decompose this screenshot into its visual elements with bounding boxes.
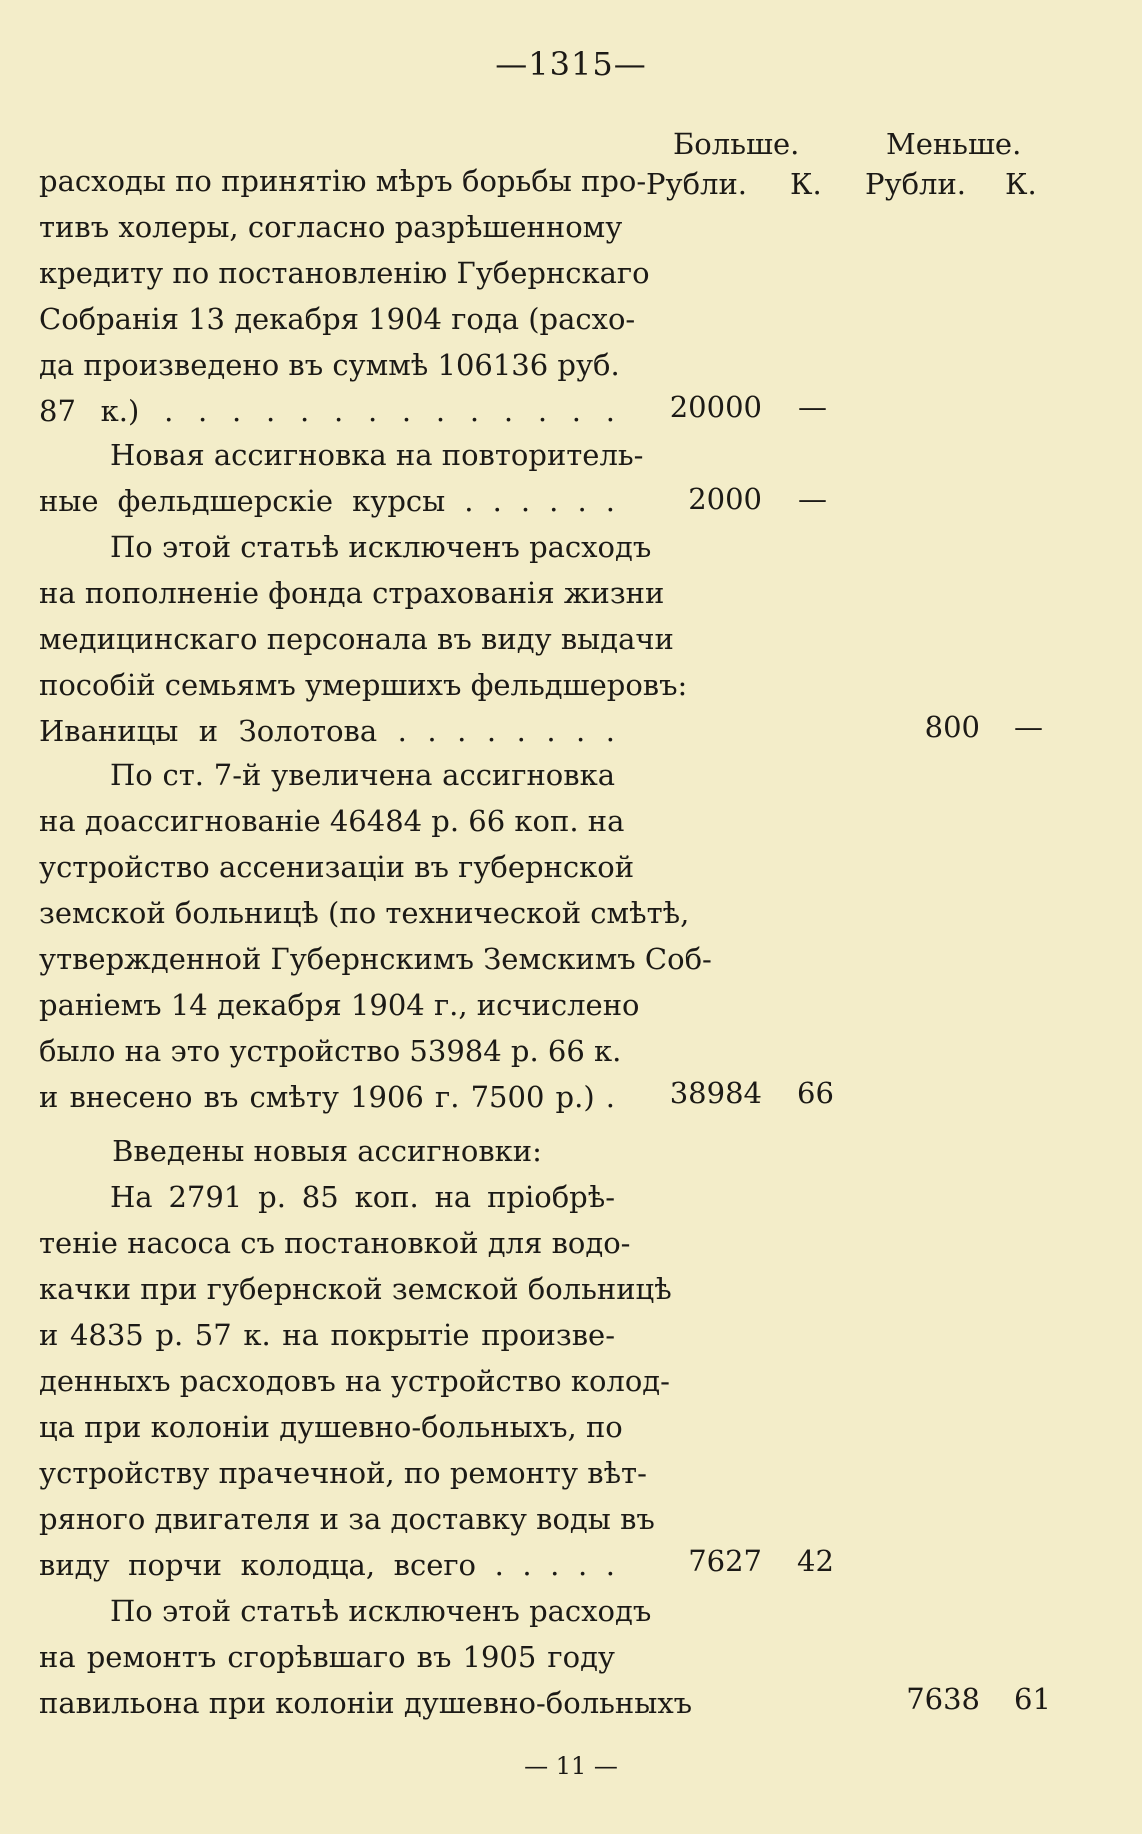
amount-kop-more: — [798,390,827,424]
text-line: виду порчи колодца, всего . . . . . [39,1548,615,1582]
text-line: на пополненіе фонда страхованія жизни [39,576,665,610]
text-line: По ст. 7-й увеличена ассигновка [110,758,615,792]
text-line: По этой статьѣ исключенъ расходъ [110,530,652,564]
text-line: тивъ холеры, согласно разрѣшенному [39,210,623,244]
text-line: на ремонтъ сгорѣвшаго въ 1905 году [39,1640,615,1674]
text-line: качки при губернской земской больницѣ [39,1272,672,1306]
text-line: и внесено въ смѣту 1906 г. 7500 р.) . [39,1080,615,1114]
header-rubli-less: Рубли. [865,167,967,201]
amount-rubles-more: 2000 [688,482,762,516]
amount-kop-less: — [1014,710,1043,744]
header-kop-more: К. [790,167,822,201]
amount-kop-more: — [798,482,827,516]
amount-kop-more: 42 [797,1544,834,1578]
text-line: устройству прачечной, по ремонту вѣт- [39,1456,647,1490]
amount-rubles-more: 38984 [669,1076,762,1110]
text-line: павильона при колоніи душевно-больныхъ [39,1686,693,1720]
amount-rubles-less: 800 [924,710,980,744]
amount-kop-more: 66 [797,1076,834,1110]
text-line: На 2791 р. 85 коп. на пріобрѣ- [110,1180,615,1214]
text-line: По этой статьѣ исключенъ расходъ [110,1594,652,1628]
text-line: ряного двигателя и за доставку воды въ [39,1502,655,1536]
text-line: теніе насоса съ постановкой для водо- [39,1226,631,1260]
header-kop-less: К. [1005,167,1037,201]
amount-rubles-less: 7638 [906,1682,980,1716]
header-menshe: Меньше. [886,127,1022,161]
text-line: раніемъ 14 декабря 1904 г., исчислено [39,988,640,1022]
amount-rubles-more: 7627 [688,1544,762,1578]
amount-rubles-more: 20000 [669,390,762,424]
text-line: пособій семьямъ умершихъ фельдшеровъ: [39,668,688,702]
text-line: и 4835 р. 57 к. на покрытіе произве- [39,1318,615,1352]
amount-kop-less: 61 [1014,1682,1051,1716]
text-line: земской больницѣ (по технической смѣтѣ, [39,896,690,930]
text-line: на доассигнованіе 46484 р. 66 коп. на [39,804,625,838]
text-line: ные фельдшерскіе курсы . . . . . . [39,484,615,518]
text-line: расходы по принятію мѣръ борьбы про- [39,164,647,198]
text-line: Собранія 13 декабря 1904 года (расхо- [39,302,636,336]
text-line: кредиту по постановленію Губернскаго [39,256,650,290]
text-line: да произведено въ суммѣ 106136 руб. [39,348,620,382]
text-line: утвержденной Губернскимъ Земскимъ Соб- [39,942,712,976]
text-line: 87 к.) . . . . . . . . . . . . . . [39,394,615,428]
text-line: медицинскаго персонала въ виду выдачи [39,622,674,656]
page-number: —1315— [495,45,647,83]
text-line: денныхъ расходовъ на устройство колод- [39,1364,670,1398]
header-bolshe: Больше. [673,127,800,161]
header-rubli-more: Рубли. [646,167,748,201]
text-line: Иваницы и Золотова . . . . . . . . [39,714,615,748]
section-heading: Введены новыя ассигновки: [112,1134,542,1168]
text-line: устройство ассенизаціи въ губернской [39,850,635,884]
sheet-number: — 11 — [524,1752,618,1780]
text-line: Новая ассигновка на повторитель- [110,438,644,472]
text-line: было на это устройство 53984 р. 66 к. [39,1034,622,1068]
text-line: ца при колоніи душевно-больныхъ, по [39,1410,623,1444]
